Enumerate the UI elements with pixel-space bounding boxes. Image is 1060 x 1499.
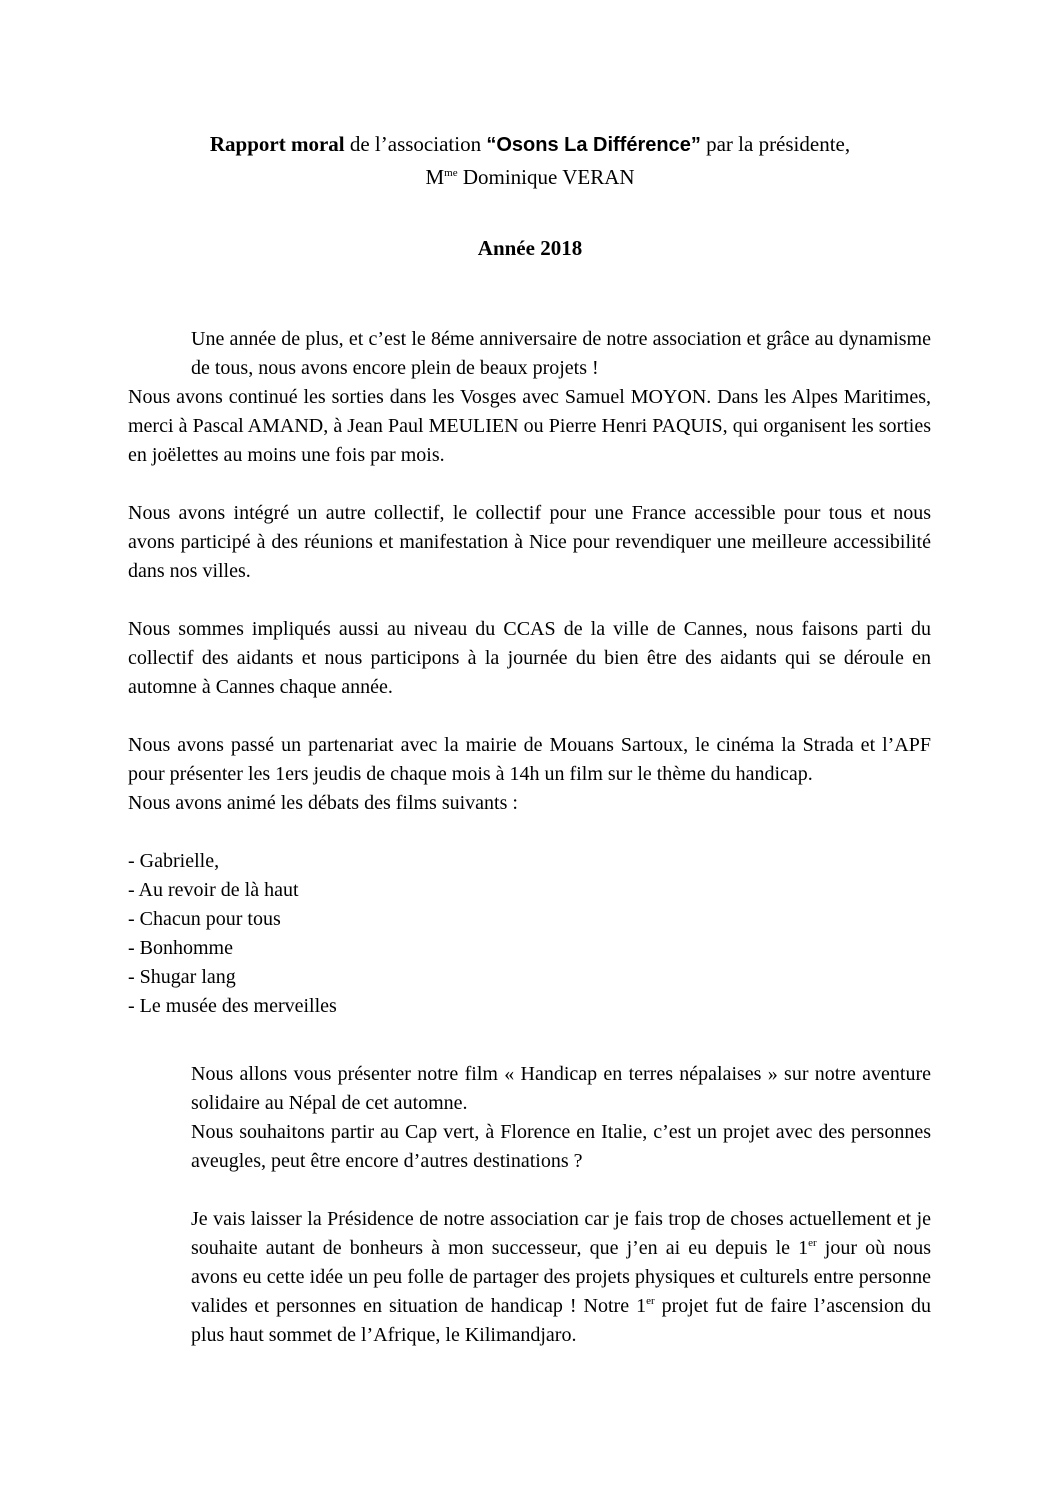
list-item: - Le musée des merveilles — [128, 995, 337, 1017]
list-item: - Shugar lang — [128, 966, 236, 988]
paragraph-farewell — [191, 1205, 931, 1350]
report-year: Année 2018 — [477, 236, 583, 260]
farewell-sup-1: er — [808, 1237, 817, 1249]
farewell-sup-2: er — [646, 1295, 655, 1307]
paragraph-future-projects: Nous souhaitons partir au Cap vert, à Florence en Italie, c’est un projet avec des personnes aveugles, peut être encore d’autres destinations ? — [191, 1121, 931, 1172]
president-title-prefix: M — [425, 165, 445, 189]
president-title-sup: me — [444, 167, 458, 179]
title-line-1 — [80, 128, 980, 161]
paragraph-film-presentation: Nous allons vous présenter notre film « Handicap en terres népalaises » sur notre aventure solidaire au Népal de cet automne. — [191, 1063, 931, 1114]
title-line-2 — [80, 161, 980, 193]
title-mid-2: par la présidente, — [700, 132, 851, 156]
indented-block — [191, 1060, 931, 1350]
farewell-part-2: jour où nous avons eu cette idée un peu folle de partager des projets physiques et culturels entre personne valides et personnes en situation de handicap ! Notre 1 — [191, 1237, 932, 1317]
paragraph-intro: Une année de plus, et c’est le 8éme anniversaire de notre association et grâce au dynamisme de tous, nous avons encore plein de beaux projets ! — [191, 328, 931, 379]
farewell-part-3: projet fut de faire l’ascension du plus haut sommet de l’Afrique, le Kilimandjaro. — [191, 1295, 931, 1346]
list-item: - Au revoir de là haut — [128, 879, 299, 901]
body-text — [128, 325, 931, 1021]
paragraph-ccas: Nous sommes impliqués aussi au niveau du CCAS de la ville de Cannes, nous faisons parti du collectif des aidants et nous participons à la journée du bien être des aidants qui se déroule en automne à Cannes chaque année. — [128, 618, 931, 698]
paragraph-outings: Nous avons continué les sorties dans les Vosges avec Samuel MOYON. Dans les Alpes Maritimes, merci à Pascal AMAND, à Jean Paul MEULIEN ou Pierre Henri PAQUIS, qui organisent les sorties en joëlettes au moins une fois par mois. — [128, 386, 931, 466]
document-title — [80, 128, 980, 193]
title-bold-lead: Rapport moral — [209, 132, 345, 156]
farewell-part-1: Je vais laisser la Présidence de notre association car je fais trop de choses actuellement et je souhaite autant de bonheurs à mon successeur, que j’en ai eu depuis le 1 — [191, 1208, 931, 1259]
title-mid-1: de l’association — [344, 132, 487, 156]
paragraph-collective: Nous avons intégré un autre collectif, le collectif pour une France accessible pour tous et nous avons participé à des réunions et manifestation à Nice pour revendiquer une meilleure accessibilité dans nos villes. — [128, 502, 931, 582]
association-name: “Osons La Différence” — [486, 134, 701, 156]
list-item: - Gabrielle, — [128, 850, 220, 872]
paragraph-partnership: Nous avons passé un partenariat avec la mairie de Mouans Sartoux, le cinéma la Strada et l’APF pour présenter les 1ers jeudis de chaque mois à 14h un film sur le thème du handicap. — [128, 734, 931, 785]
film-list — [128, 847, 931, 1021]
president-name: Dominique VERAN — [457, 165, 635, 189]
paragraph-debates: Nous avons animé les débats des films suivants : — [128, 792, 518, 814]
list-item: - Chacun pour tous — [128, 908, 281, 930]
list-item: - Bonhomme — [128, 937, 233, 959]
